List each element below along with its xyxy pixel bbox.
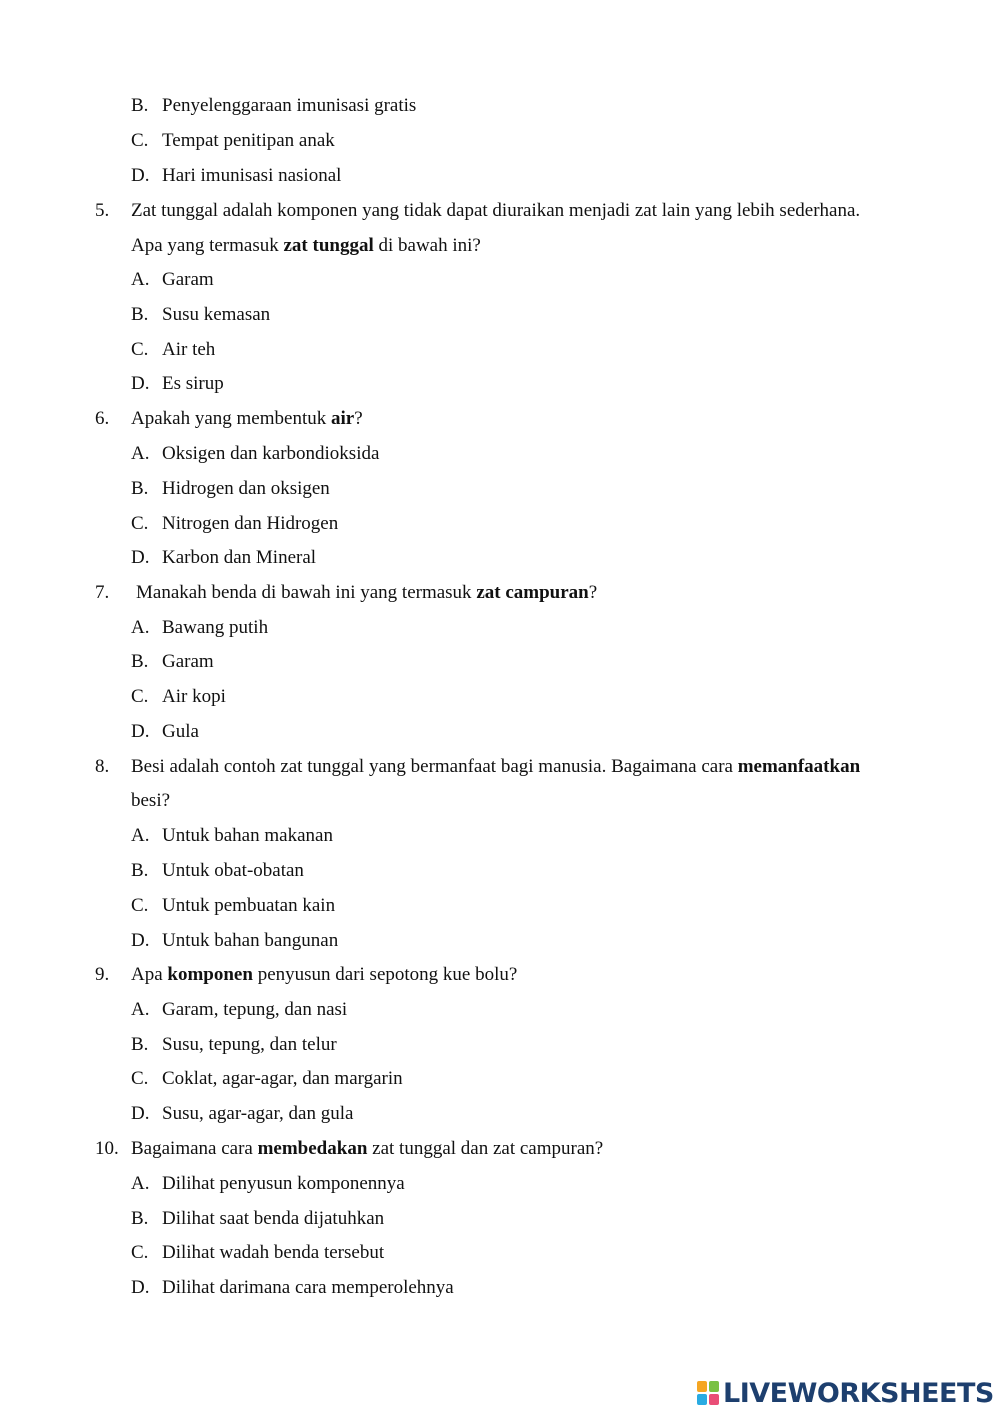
- keyword: membedakan: [257, 1138, 368, 1159]
- question-number: 9.: [95, 964, 110, 985]
- question-number: 8.: [95, 756, 110, 777]
- option-text: Gula: [162, 721, 199, 742]
- option-letter: D.: [131, 1103, 150, 1124]
- keyword: air: [330, 408, 355, 429]
- option-text: Hidrogen dan oksigen: [162, 478, 330, 499]
- option-letter: C.: [131, 130, 149, 151]
- logo-square-l: [697, 1381, 707, 1392]
- keyword: zat tunggal: [283, 235, 374, 256]
- option-letter: B.: [131, 478, 149, 499]
- option-text: Untuk pembuatan kain: [162, 895, 336, 916]
- option-letter: D.: [131, 165, 150, 186]
- option-text: Air kopi: [162, 686, 226, 707]
- question-number: 7.: [95, 582, 110, 603]
- option-letter: C.: [131, 339, 149, 360]
- option-letter: C.: [131, 1242, 149, 1263]
- option-text: Bawang putih: [162, 617, 269, 638]
- option-text: Karbon dan Mineral: [162, 547, 317, 568]
- option-letter: C.: [131, 895, 149, 916]
- option-text: Penyelenggaraan imunisasi gratis: [162, 95, 417, 116]
- option-text: Dilihat saat benda dijatuhkan: [162, 1208, 385, 1229]
- option-text: Untuk bahan bangunan: [162, 930, 339, 951]
- option-text: Air teh: [162, 339, 216, 360]
- option-letter: B.: [131, 1208, 149, 1229]
- option-letter: D.: [131, 721, 150, 742]
- option-text: Susu kemasan: [162, 304, 271, 325]
- question-number: 5.: [95, 200, 110, 221]
- question-text: Zat tunggal adalah komponen yang tidak dapat diuraikan menjadi zat lain yang lebih sederhana.: [131, 200, 861, 221]
- option-letter: A.: [131, 999, 150, 1020]
- question-text: Bagaimana cara membedakan zat tunggal dan zat campuran?: [131, 1138, 604, 1159]
- option-text: Untuk bahan makanan: [162, 825, 333, 846]
- option-letter: A.: [131, 1173, 150, 1194]
- question-number: 10.: [95, 1138, 119, 1159]
- option-letter: B.: [131, 651, 149, 672]
- option-letter: B.: [131, 1034, 149, 1055]
- liveworksheets-logo: [697, 1378, 994, 1408]
- option-letter: D.: [131, 930, 150, 951]
- option-text: Oksigen dan karbondioksida: [162, 443, 380, 464]
- option-text: Es sirup: [162, 373, 224, 394]
- option-letter: D.: [131, 1277, 150, 1298]
- option-text: Garam: [162, 269, 214, 290]
- option-letter: A.: [131, 825, 150, 846]
- question-number: 6.: [95, 408, 110, 429]
- logo-square-e: [709, 1394, 719, 1405]
- option-letter: B.: [131, 95, 149, 116]
- question-text: Apa komponen penyusun dari sepotong kue bolu?: [131, 964, 518, 985]
- option-letter: A.: [131, 269, 150, 290]
- option-letter: D.: [131, 373, 150, 394]
- option-letter: B.: [131, 860, 149, 881]
- keyword: memanfaatkan: [737, 756, 861, 777]
- keyword: komponen: [167, 964, 253, 985]
- option-text: Dilihat penyusun komponennya: [162, 1173, 405, 1194]
- option-text: Nitrogen dan Hidrogen: [162, 513, 339, 534]
- question-text: Besi adalah contoh zat tunggal yang bermanfaat bagi manusia. Bagaimana cara memanfaatkan: [131, 756, 861, 777]
- option-text: Coklat, agar-agar, dan margarin: [162, 1068, 403, 1089]
- option-text: Garam, tepung, dan nasi: [162, 999, 348, 1020]
- option-text: Dilihat wadah benda tersebut: [162, 1242, 385, 1263]
- question-text: Apa yang termasuk zat tunggal di bawah ini?: [131, 235, 481, 256]
- option-letter: C.: [131, 686, 149, 707]
- option-text: Susu, agar-agar, dan gula: [162, 1103, 354, 1124]
- question-text: Apakah yang membentuk air?: [131, 408, 363, 429]
- option-letter: A.: [131, 617, 150, 638]
- option-letter: D.: [131, 547, 150, 568]
- logo-square-v: [697, 1394, 707, 1405]
- option-text: Hari imunisasi nasional: [162, 165, 342, 186]
- question-text: besi?: [131, 790, 171, 811]
- option-letter: B.: [131, 304, 149, 325]
- option-text: Untuk obat-obatan: [162, 860, 304, 881]
- option-letter: C.: [131, 1068, 149, 1089]
- option-letter: C.: [131, 513, 149, 534]
- question-text: Manakah benda di bawah ini yang termasuk zat campuran?: [136, 582, 598, 603]
- brand-name: LIVEWORKSHEETS: [723, 1377, 994, 1409]
- liveworksheets-logo-icon: [697, 1381, 719, 1405]
- logo-square-i: [709, 1381, 719, 1392]
- option-letter: A.: [131, 443, 150, 464]
- option-text: Tempat penitipan anak: [162, 130, 335, 151]
- option-text: Susu, tepung, dan telur: [162, 1034, 337, 1055]
- option-text: Dilihat darimana cara memperolehnya: [162, 1277, 454, 1298]
- keyword: zat campuran: [476, 582, 589, 603]
- option-text: Garam: [162, 651, 214, 672]
